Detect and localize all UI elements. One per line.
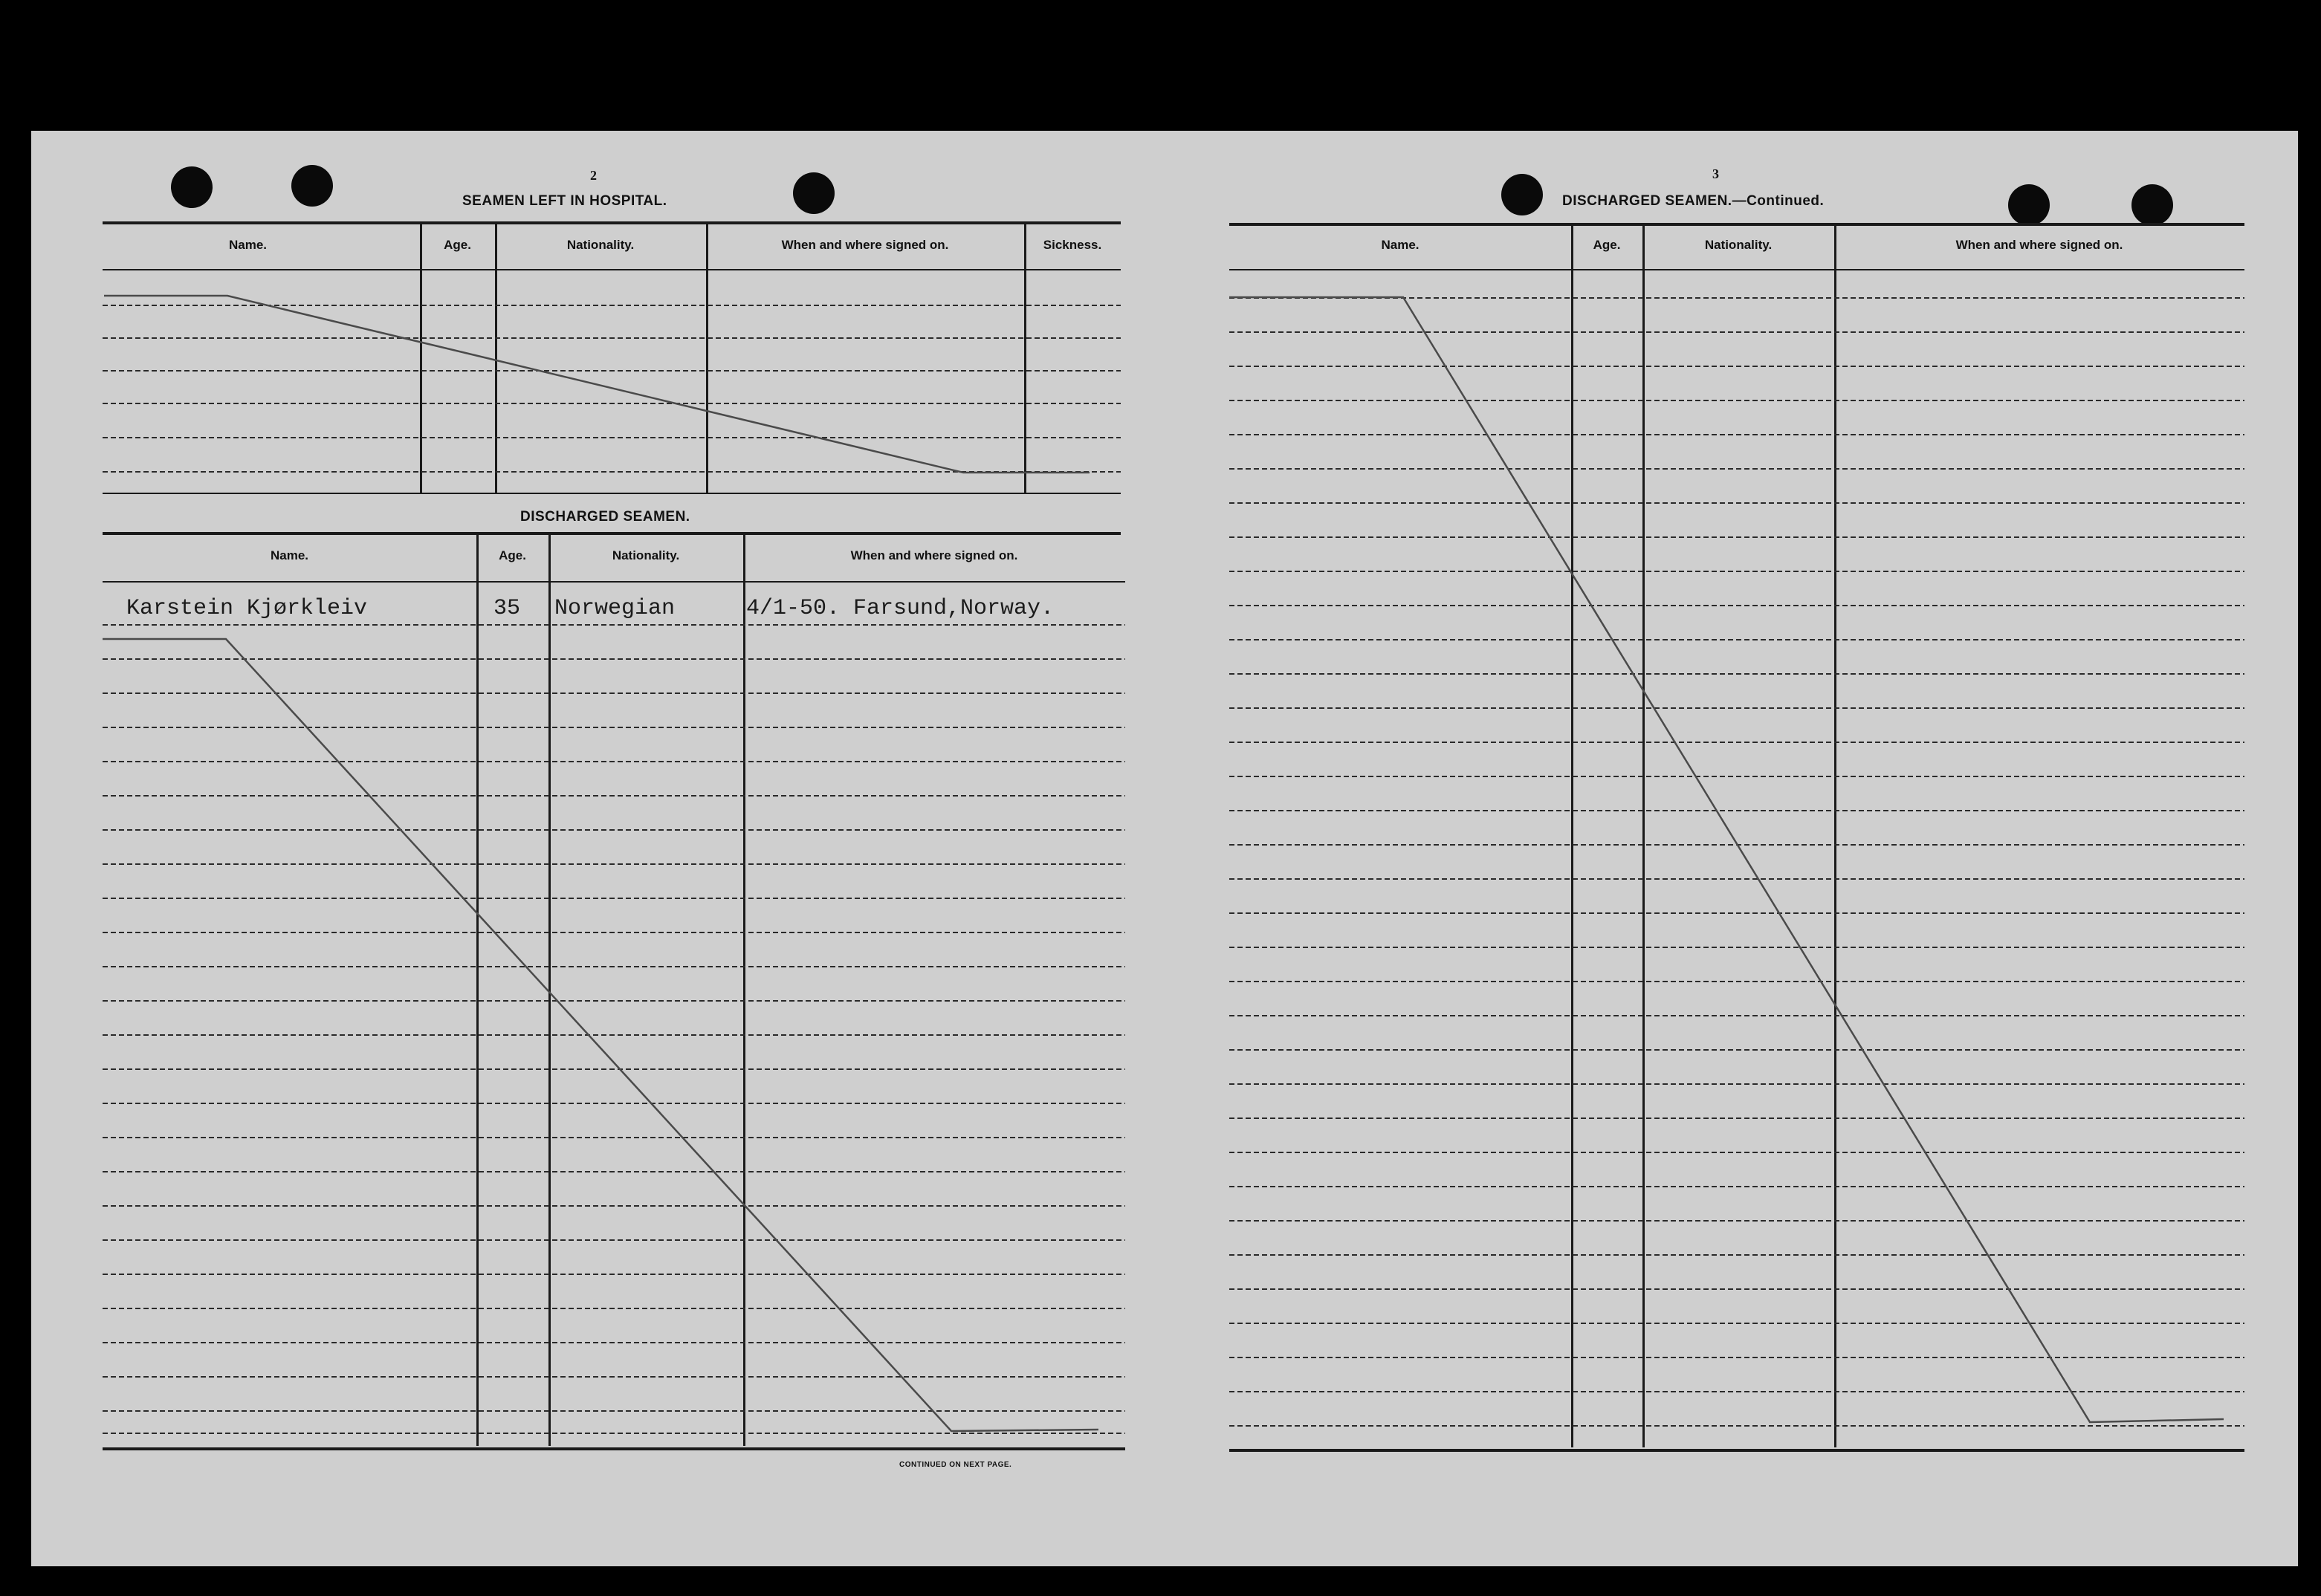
- seaman-nationality: Norwegian: [554, 596, 676, 621]
- hospital-section-title: SEAMEN LEFT IN HOSPITAL.: [462, 193, 667, 209]
- strike-line-hospital: [104, 296, 1090, 473]
- continued-note: CONTINUED ON NEXT PAGE.: [899, 1461, 1012, 1469]
- strike-line-discharged-left: [103, 639, 1098, 1431]
- seaman-signed-on: 4/1-50. Farsund,Norway.: [746, 596, 1055, 621]
- discharged-header-signed-on: When and where signed on.: [850, 548, 1018, 562]
- seaman-age: 35: [493, 596, 521, 621]
- right-header-signed-on: When and where signed on.: [1955, 238, 2123, 252]
- hospital-header-name: Name.: [229, 238, 268, 252]
- discharged-section-title: DISCHARGED SEAMEN.: [520, 509, 690, 525]
- right-section-title: DISCHARGED SEAMEN.—Continued.: [1562, 193, 1825, 209]
- discharged-header-name: Name.: [270, 548, 309, 562]
- page-number-right: 3: [1712, 166, 1719, 181]
- discharged-header-age: Age.: [499, 548, 526, 562]
- hospital-header-signed-on: When and where signed on.: [781, 238, 949, 252]
- hospital-header-age: Age.: [444, 238, 471, 252]
- document-sheet: [31, 131, 2298, 1566]
- seaman-name: Karstein Kjørkleiv: [126, 596, 368, 621]
- page-number-left: 2: [590, 168, 597, 183]
- hospital-header-sickness: Sickness.: [1043, 238, 1102, 252]
- right-header-age: Age.: [1593, 238, 1621, 252]
- discharged-header-nationality: Nationality.: [612, 548, 680, 562]
- strike-line-discharged-right: [1229, 297, 2224, 1422]
- right-header-nationality: Nationality.: [1704, 238, 1773, 252]
- right-header-name: Name.: [1381, 238, 1420, 252]
- hospital-header-nationality: Nationality.: [566, 238, 635, 252]
- cancellation-strokes: [31, 131, 2298, 1566]
